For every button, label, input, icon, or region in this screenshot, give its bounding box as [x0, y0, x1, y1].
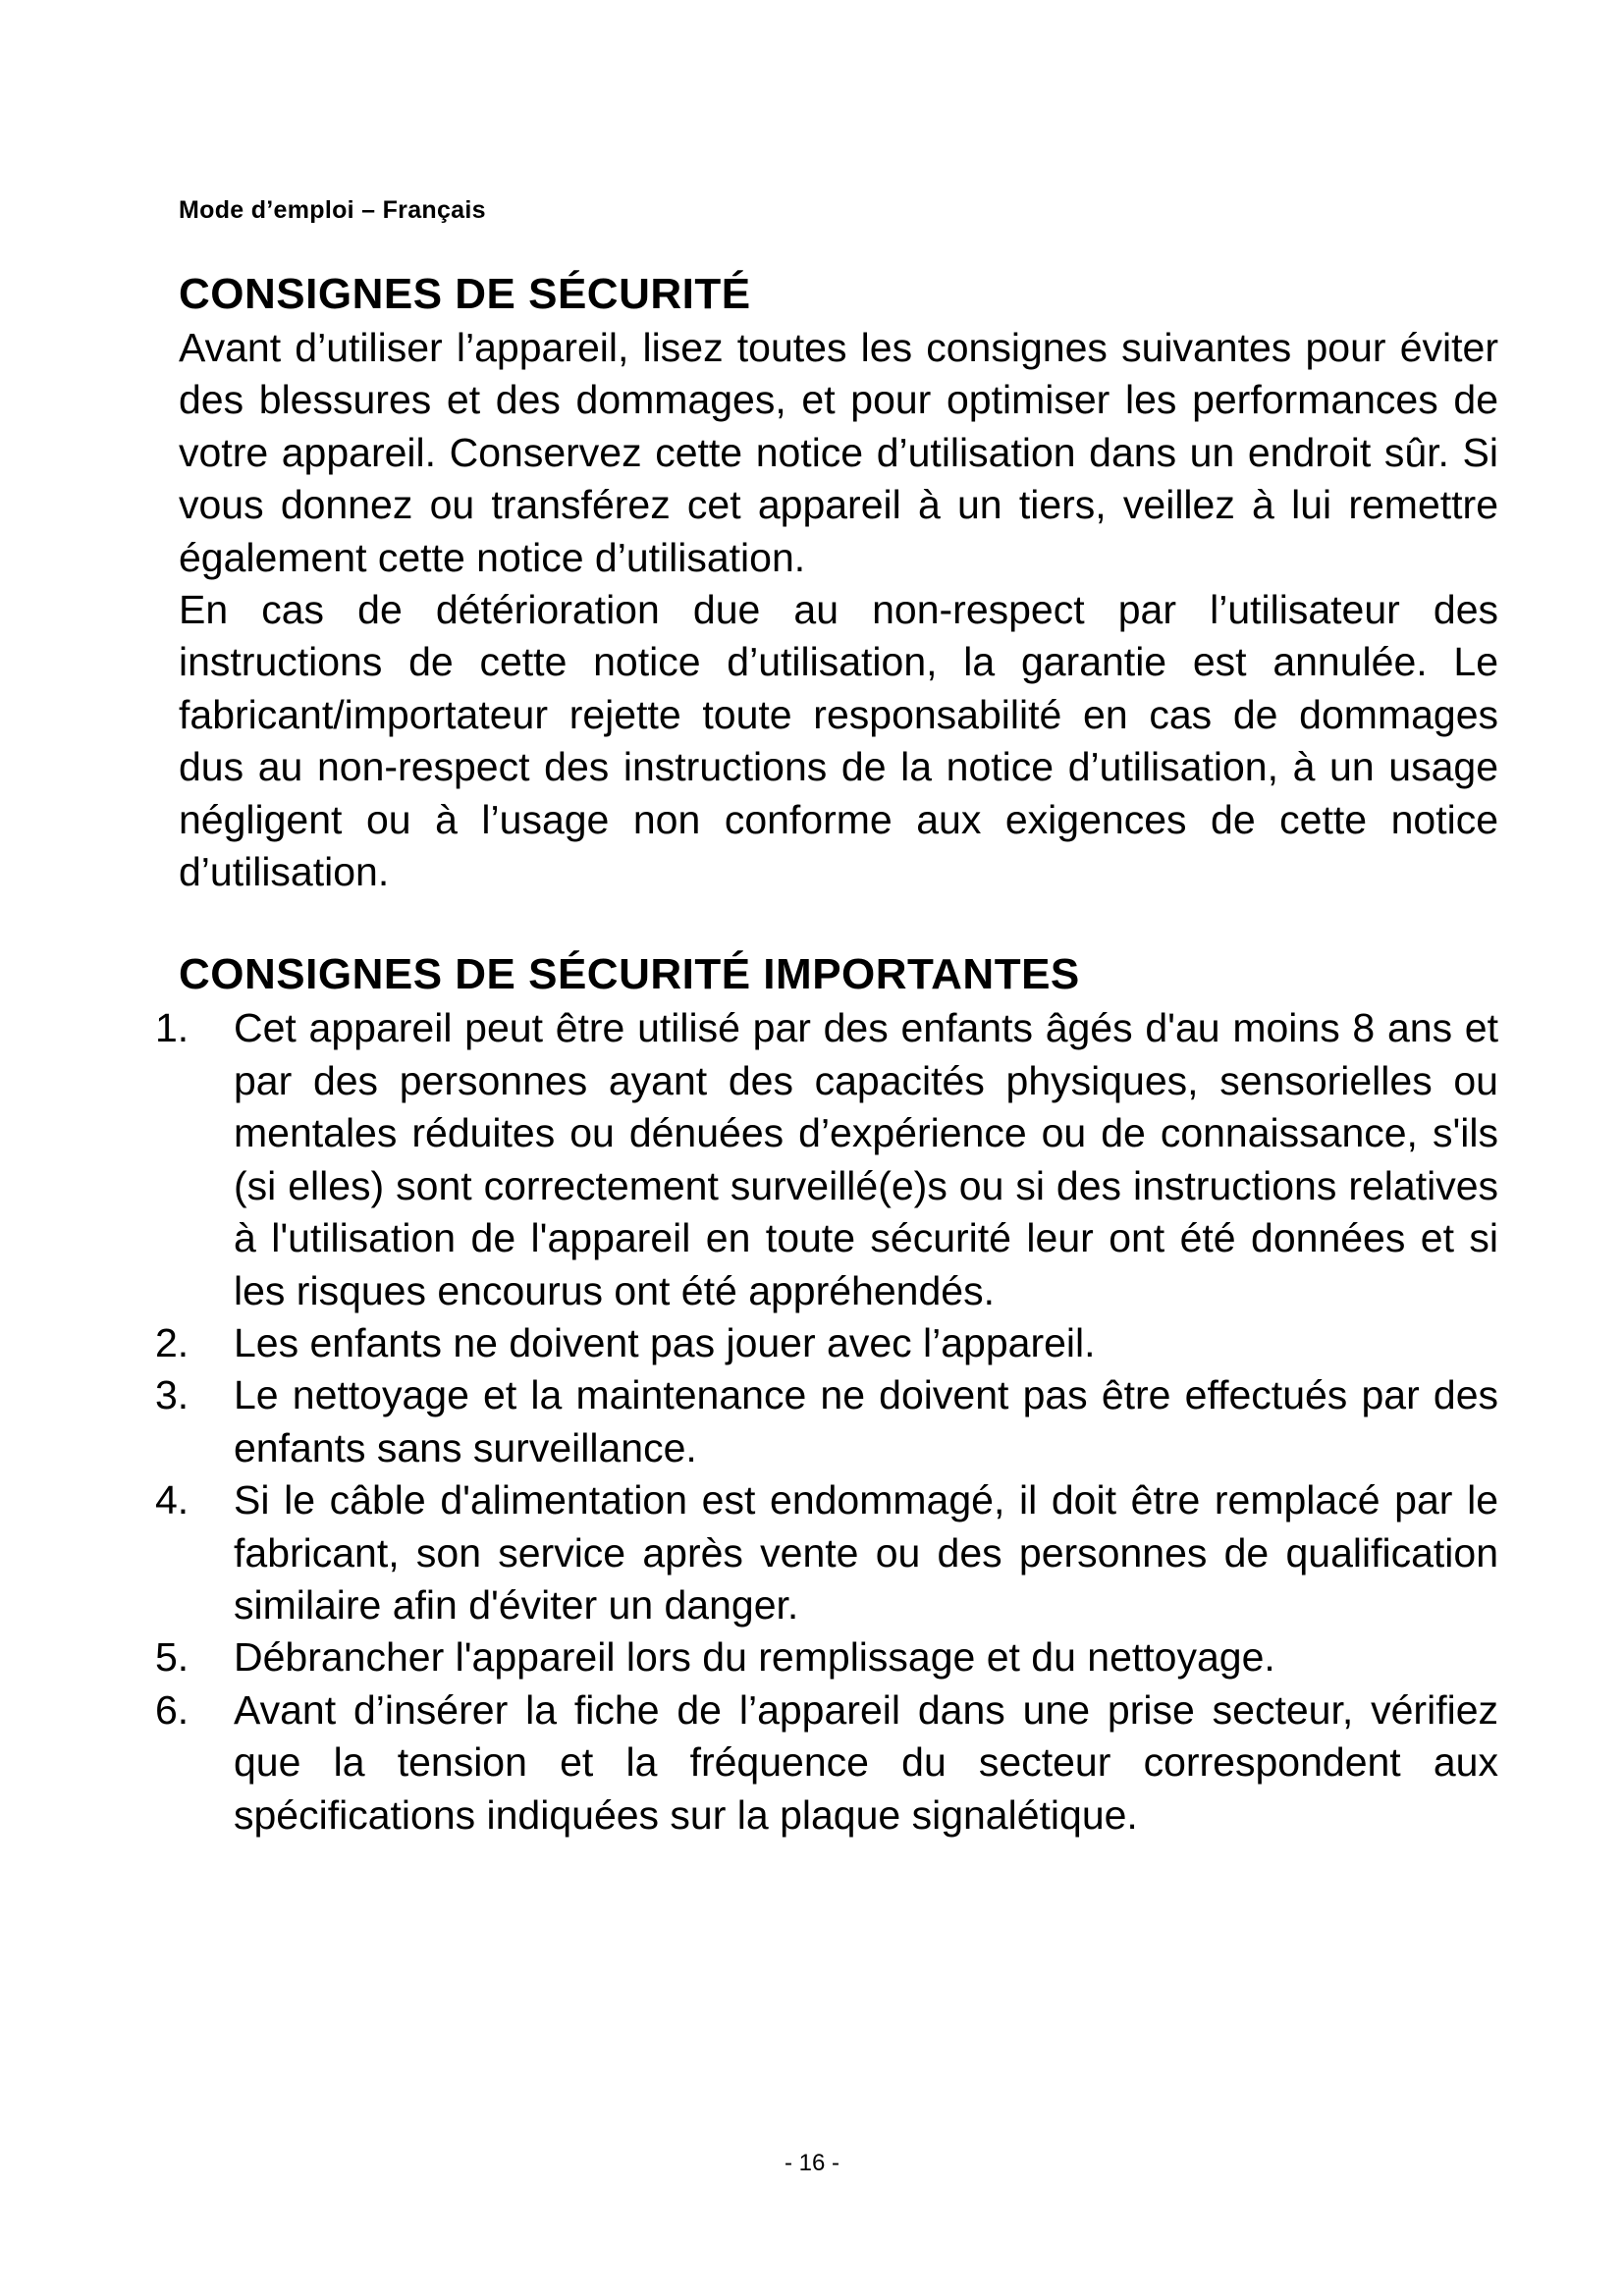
safety-intro-paragraph: Avant d’utiliser l’appareil, lisez toutes les consignes suivantes pour éviter des blessures et des dommages, et pour optimiser les performances de votre appareil. Conservez cette notice d’utilisation dans un endroit sûr. Si vous donnez ou transférez cet appareil à un tiers, veillez à lui remettre également cette notice d’utilisation.: [179, 325, 1498, 580]
list-item-text: Débrancher l'appareil lors du remplissage et du nettoyage.: [234, 1634, 1275, 1681]
section-title-safety: CONSIGNES DE SÉCURITÉ: [179, 270, 751, 318]
list-item-text: Les enfants ne doivent pas jouer avec l’appareil.: [234, 1319, 1096, 1365]
list-item: [155, 1684, 1498, 1842]
list-item-number: 1.: [155, 1005, 189, 1051]
list-item-text: Si le câble d'alimentation est endommagé, il doit être remplacé par le fabricant, son service après vente ou des personnes de qualification similaire afin d'éviter un danger.: [234, 1477, 1498, 1628]
list-item-number: 3.: [155, 1372, 189, 1418]
list-item: [155, 1317, 1498, 1369]
list-item-number: 2.: [155, 1319, 189, 1365]
list-item-text: Cet appareil peut être utilisé par des enfants âgés d'au moins 8 ans et par des personnes ayant des capacités physiques, sensorielles ou mentales réduites ou dénuées d’expérience ou de connaissance, s'ils (si elles) sont correctement surveillé(e)s ou si des instructions relatives à l'utilisation de l'appareil en toute sécurité leur ont été données et si les risques encourus ont été appréhendés.: [234, 1005, 1498, 1313]
page-number: - 16 -: [784, 2150, 839, 2176]
list-item: [155, 1002, 1498, 1316]
warranty-paragraph: En cas de détérioration due au non-respect par l’utilisateur des instructions de cette notice d’utilisation, la garantie est annulée. Le fabricant/importateur rejette toute responsabilité en cas de dommages dus au non-respect des instructions de la notice d’utilisation, à un usage négligent ou à l’usage non conforme aux exigences de cette notice d’utilisation.: [179, 587, 1498, 895]
running-header: Mode d’emploi – Français: [179, 196, 486, 224]
safety-instructions-list: [155, 1002, 1498, 1842]
list-item-text: Avant d’insérer la fiche de l’appareil dans une prise secteur, vérifiez que la tension et la fréquence du secteur correspondent aux spécifications indiquées sur la plaque signalétique.: [234, 1686, 1498, 1838]
list-item-number: 5.: [155, 1634, 189, 1681]
list-item: [155, 1369, 1498, 1474]
page-content: [155, 267, 1498, 1842]
section-title-important-safety: CONSIGNES DE SÉCURITÉ IMPORTANTES: [179, 950, 1080, 999]
list-item-text: Le nettoyage et la maintenance ne doivent pas être effectués par des enfants sans surveillance.: [234, 1372, 1498, 1470]
list-item-number: 6.: [155, 1686, 189, 1733]
list-item: [155, 1474, 1498, 1631]
list-item: [155, 1631, 1498, 1683]
list-item-number: 4.: [155, 1477, 189, 1523]
